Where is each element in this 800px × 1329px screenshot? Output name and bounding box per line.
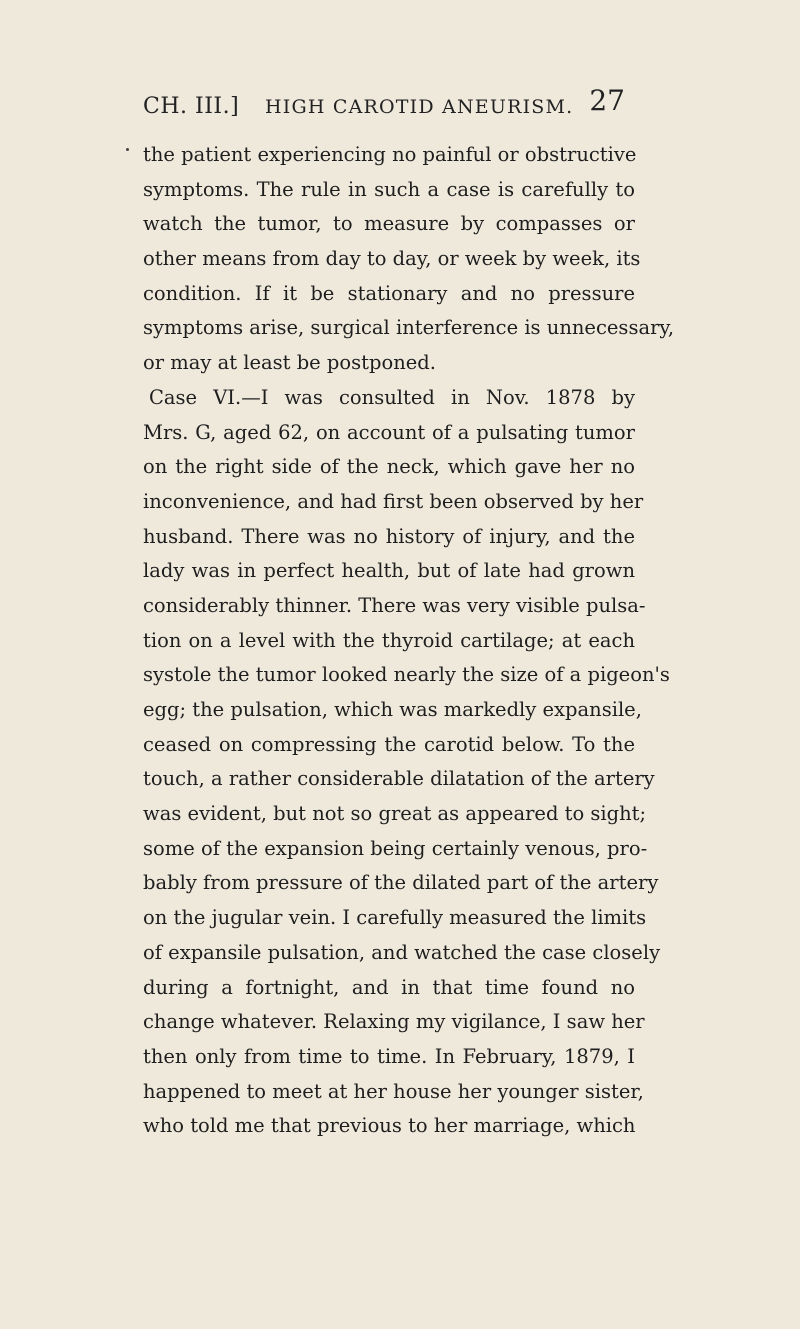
text-line: change whatever. Relaxing my vigilance, I saw her bbox=[143, 1010, 645, 1034]
text-line: other means from day to day, or week by week, its bbox=[143, 247, 641, 271]
text-line: touch, a rather considerable dilatation of the artery bbox=[143, 767, 655, 791]
text-line: of expansile pulsation, and watched the case closely bbox=[143, 940, 661, 964]
text-line: was evident, but not so great as appeared to sight; bbox=[143, 802, 647, 826]
page-title: HIGH CAROTID ANEURISM. bbox=[265, 96, 574, 118]
text-line: during a fortnight, and in that time found no bbox=[143, 975, 635, 999]
text-line: happened to meet at her house her younger sister, bbox=[143, 1079, 644, 1103]
text-line: lady was in perfect health, but of late had grown bbox=[143, 559, 635, 583]
page-number: 27 bbox=[589, 84, 625, 117]
text-line: Mrs. G, aged 62, on account of a pulsating tumor bbox=[143, 420, 635, 444]
text-line: on the right side of the neck, which gave her no bbox=[143, 455, 635, 479]
text-line: some of the expansion being certainly venous, pro- bbox=[143, 836, 648, 860]
chapter-label: CH. III.] bbox=[143, 94, 240, 119]
text-line: tion on a level with the thyroid cartilage; at each bbox=[143, 628, 635, 652]
text-line: or may at least be postponed. bbox=[143, 351, 436, 375]
margin-speck bbox=[126, 148, 129, 151]
text-line: who told me that previous to her marriage, which bbox=[143, 1114, 636, 1138]
text-line: egg; the pulsation, which was markedly expansile, bbox=[143, 698, 642, 721]
text-line: watch the tumor, to measure by compasses or bbox=[143, 212, 635, 236]
body-text bbox=[143, 138, 675, 1144]
text-line: systole the tumor looked nearly the size of a pigeon's bbox=[143, 663, 670, 687]
text-line: symptoms. The rule in such a case is carefully to bbox=[143, 177, 635, 201]
text-line: bably from pressure of the dilated part of the artery bbox=[143, 871, 659, 895]
text-line: condition. If it be stationary and no pressure bbox=[143, 281, 635, 305]
text-line: husband. There was no history of injury, and the bbox=[143, 524, 635, 548]
text-line: Case VI.—I was consulted in Nov. 1878 by bbox=[149, 385, 635, 409]
text-line: then only from time to time. In February, 1879, I bbox=[143, 1044, 635, 1068]
text-line: symptoms arise, surgical interference is unnecessary, bbox=[143, 316, 675, 340]
running-head bbox=[143, 84, 625, 124]
text-line: considerably thinner. There was very visible pulsa- bbox=[143, 593, 646, 617]
text-line: the patient experiencing no painful or obstructive bbox=[143, 143, 637, 166]
text-line: ceased on compressing the carotid below. To the bbox=[143, 732, 635, 756]
text-line: inconvenience, and had first been observed by her bbox=[143, 489, 644, 513]
text-line: on the jugular vein. I carefully measured the limits bbox=[143, 906, 647, 930]
